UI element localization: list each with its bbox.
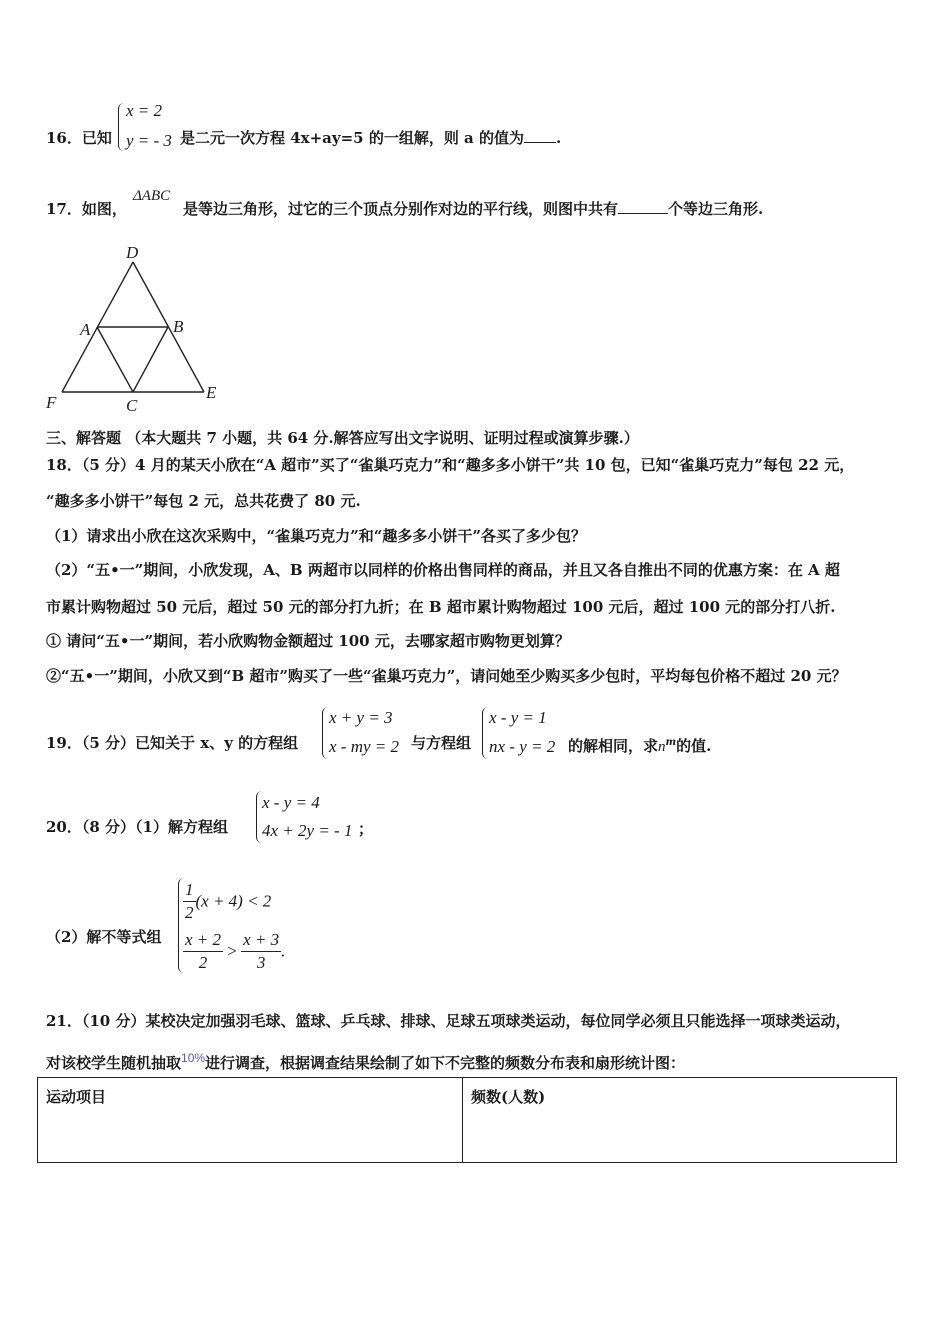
q21-percent-image: 10% [181, 1051, 206, 1065]
q18-part2-line1: （2）“五•一”期间，小欣发现，A、B 两超市以同样的价格出售同样的商品，并且又各自推出不同的优惠方案：在 A 超 [46, 561, 840, 579]
q19-sys2-line1: x - y = 1 [489, 708, 547, 727]
q20-ineq2-op: > [227, 941, 237, 961]
q20-sys-line1: x - y = 4 [262, 793, 320, 812]
q17-answer-blank [618, 199, 668, 214]
label-B: B [173, 317, 184, 336]
q17-triangle-figure [40, 240, 230, 415]
q18-circle1: ① 请问“五•一”期间，若小欣购物金额超过 100 元，去哪家超市购物更划算？ [46, 632, 570, 650]
label-E: E [206, 383, 217, 402]
q20-lead: 20．（8 分）（1）解方程组 [46, 818, 228, 836]
line-BC [133, 327, 168, 392]
q21-line1: 21．（10 分）某校决定加强羽毛球、篮球、乒乓球、排球、足球五项球类运动，每位同学必须且只能选择一项球类运动， [46, 1012, 851, 1030]
q20-ineq1-den: 2 [185, 903, 194, 922]
q21-line2-tail: 进行调查，根据调查结果绘制了如下不完整的频数分布表和扇形统计图： [205, 1054, 686, 1072]
q20-ineq2-end: . [281, 941, 286, 961]
q17-text-tail: 个等边三角形. [668, 200, 764, 218]
section3-heading: 三、解答题 （本大题共 7 小题，共 64 分.解答应写出文字说明、证明过程或演算步骤.） [46, 429, 639, 447]
q16-end: . [556, 129, 562, 147]
table-header-sport: 运动项目 [38, 1078, 463, 1163]
q18-circle2: ②“五•一”期间，小欣又到“B 超市”购买了一些“雀巢巧克力”，请问她至少购买多少包时，平均每包价格不超过 20 元？ [46, 667, 847, 685]
q17-text-body: 是等边三角形，过它的三个顶点分别作对边的平行线，则图中共有 [183, 200, 619, 218]
q19-tail-end: 的值. [676, 737, 712, 755]
label-C: C [126, 396, 138, 415]
q20-ineq1-num: 1 [183, 879, 196, 902]
q20-ineq2-right [241, 929, 281, 974]
q21-line2 [46, 1048, 685, 1073]
label-A: A [80, 320, 91, 339]
q20-ineq1-rest: (x + 4) < 2 [195, 891, 272, 911]
q16-number: 16．已知 [46, 129, 112, 147]
q16-text-body: 是二元一次方程 4x+ay=5 的一组解，则 a 的值为 [180, 129, 524, 147]
line-AC [97, 327, 133, 392]
q20-part2: （2）解不等式组 [46, 928, 162, 946]
label-D: D [126, 243, 139, 262]
q19-n: n [658, 739, 666, 755]
q20-ineq1-frac [183, 879, 196, 924]
q18-line1: 18．（5 分）4 月的某天小欣在“A 超市”买了“雀巢巧克力”和“趣多多小饼干”共 10 包，已知“雀巢巧克力”每包 22 元， [46, 456, 855, 474]
table-row [38, 1078, 897, 1163]
q19-tail-text: 的解相同，求 [568, 737, 659, 755]
q18-part1: （1）请求出小欣在这次采购中，“雀巢巧克力”和“趣多多小饼干”各买了多少包？ [46, 527, 586, 545]
q20-sys-line2: 4x + 2y = - 1 [262, 821, 353, 840]
q16-system-line1: x = 2 [126, 101, 163, 120]
q19-mid: 与方程组 [411, 734, 472, 752]
q20-ineq2-lnum: x + 2 [183, 929, 223, 952]
q19-lead: 19．（5 分）已知关于 x、y 的方程组 [46, 734, 299, 752]
q19-sys2-line2: nx - y = 2 [489, 737, 556, 756]
q20-semicolon: ； [358, 820, 374, 838]
q17-triangle-symbol: ΔABC [133, 188, 171, 204]
q16-text [180, 128, 561, 148]
q20-ineq1 [183, 879, 271, 924]
q20-ineq2-left [183, 929, 223, 974]
q19-m: m [665, 737, 677, 748]
q21-line2-lead: 对该校学生随机抽取 [46, 1054, 182, 1072]
q17-number: 17．如图， [46, 200, 127, 218]
q20-ineq2-rnum: x + 3 [241, 929, 281, 952]
q19-sys1-line2: x - my = 2 [329, 737, 400, 756]
label-F: F [46, 393, 57, 412]
q18-line2: “趣多多小饼干”每包 2 元，总共花费了 80 元. [46, 492, 361, 510]
q20-ineq2-rden: 3 [256, 953, 266, 972]
q16-answer-blank [524, 128, 556, 143]
q16-system-line2: y = - 3 [126, 131, 172, 150]
q20-ineq2 [183, 929, 285, 974]
q17-text [183, 199, 763, 219]
q20-ineq2-lden: 2 [198, 953, 208, 972]
q18-part2-line2: 市累计购物超过 50 元后，超过 50 元的部分打九折；在 B 超市累计购物超过 100 元后，超过 100 元的部分打八折. [46, 598, 836, 616]
frequency-table [37, 1077, 897, 1163]
q19-sys1-line1: x + y = 3 [329, 708, 393, 727]
table-header-frequency: 频数(人数) [463, 1078, 897, 1163]
q19-tail [568, 733, 711, 757]
